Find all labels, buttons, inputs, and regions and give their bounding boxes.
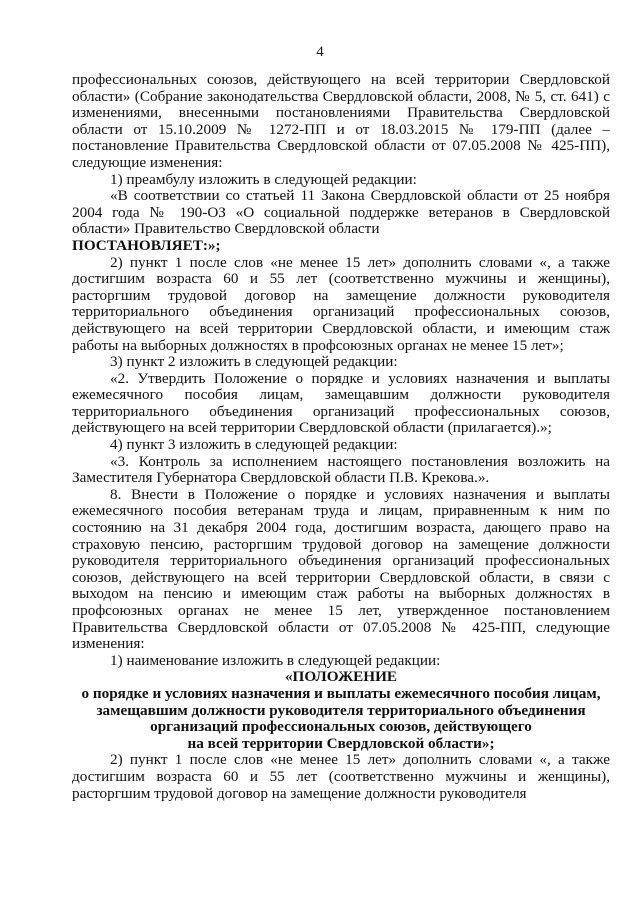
paragraph-item-3: 3) пункт 2 изложить в следующей редакции:	[110, 353, 398, 371]
paragraph-item-4-quote: «3. Контроль за исполнением настоящего постановления возложить на Заместителя Губернатора Свердловской области П.В. Крекова.».	[72, 452, 610, 487]
paragraph-item-1: 1) преамбулу изложить в следующей редакции:	[110, 170, 417, 188]
heading-line-4: на всей территории Свердловской области»;	[187, 734, 495, 752]
paragraph-item-3-quote: «2. Утвердить Положение о порядке и условиях назначения и выплаты ежемесячного пособия лицам, замещавшим должности руководителя территориального объединения организаций профессиональных союзов, действующего на всей территории Свердловской области (прилагается).»;	[72, 369, 610, 437]
paragraph-final: 2) пункт 1 после слов «не менее 15 лет» дополнить словами «, а также достигшим возраста 60 и 55 лет (соответственно мужчины и женщины), расторгшим трудовой договор на замещение должности руководителя	[72, 751, 610, 802]
paragraph-intro: профессиональных союзов, действующего на всей территории Свердловской области» (Собрание законодательства Свердловской области, 2008, № 5, ст. 641) с изменениями, внесенными постановлениями Правительства Свердловской области от 15.10.2009 № 1272-ПП и от 18.03.2015 № 179-ПП (далее – постановление Правительства Свердловской области от 07.05.2008 № 425-ПП), следующие изменения:	[72, 71, 610, 171]
heading-line-3: организаций профессиональных союзов, действующего	[150, 718, 532, 736]
page-number: 4	[316, 44, 324, 60]
heading-line-2: замещавшим должности руководителя территориального объединения	[96, 701, 586, 719]
paragraph-item-4: 4) пункт 3 изложить в следующей редакции:	[110, 436, 398, 454]
heading-title: «ПОЛОЖЕНИЕ	[284, 668, 398, 686]
paragraph-postanovlyaet: ПОСТАНОВЛЯЕТ:»;	[72, 236, 221, 254]
paragraph-section-8-item-1: 1) наименование изложить в следующей редакции:	[110, 651, 441, 669]
paragraph-item-2: 2) пункт 1 после слов «не менее 15 лет» дополнить словами «, а также достигшим возраста 60 и 55 лет (соответственно мужчины и женщины), расторгшим трудовой договор на замещение должности руководителя территориального объединения организаций профессиональных союзов, действующего на всей территории Свердловской области, и имеющим стаж работы на выборных должностях в профсоюзных органах не менее 15 лет»;	[72, 253, 610, 354]
paragraph-preamble-quote: «В соответствии со статьей 11 Закона Свердловской области от 25 ноября 2004 года № 190-ОЗ «О социальной поддержке ветеранов в Свердловской области» Правительство Свердловской области	[72, 187, 610, 238]
paragraph-section-8: 8. Внести в Положение о порядке и условиях назначения и выплаты ежемесячного пособия ветеранам труда и лицам, приравненным к ним по состоянию на 31 декабря 2004 года, достигшим возраста, дающего право на страховую пенсию, расторгшим трудовой договор на замещение должности руководителя территориального объединения организаций профессиональных союзов, действующего на всей территории Свердловской области, в связи с выходом на пенсию и имеющим стаж работы на выборных должностях в профсоюзных органах не менее 15 лет, утвержденное постановлением Правительства Свердловской области от 07.05.2008 № 425-ПП, следующие изменения:	[72, 485, 610, 653]
heading-line-1: о порядке и условиях назначения и выплаты ежемесячного пособия лицам,	[81, 684, 601, 702]
document-body	[72, 72, 610, 802]
